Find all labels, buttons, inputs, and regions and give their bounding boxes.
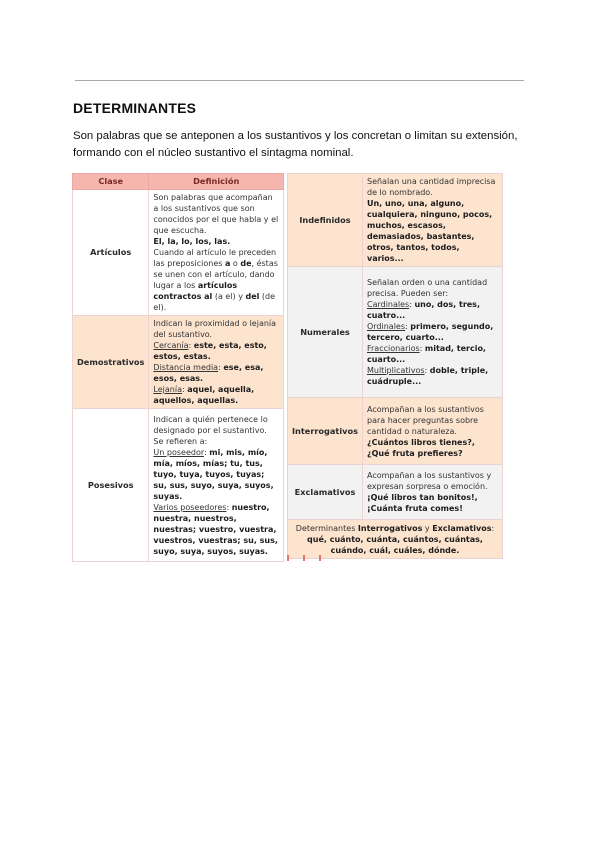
determinantes-table-left xyxy=(72,173,284,562)
clase-numerales: Numerales xyxy=(288,267,363,398)
row-interrogativos xyxy=(288,398,503,465)
cercania-list: este, esta, esto, estos, estas. xyxy=(153,341,267,361)
row-indefinidos xyxy=(288,174,503,267)
indefinidos-text: Señalan una cantidad imprecisa de lo nombrado. xyxy=(366,177,496,197)
row-articulos xyxy=(73,190,284,316)
cardinales-label: Cardinales xyxy=(366,300,410,309)
fraccionarios-label: Fraccionarios xyxy=(366,344,420,353)
cardinales-list: uno, dos, tres, cuatro... xyxy=(366,300,480,320)
row-exclamativos xyxy=(288,465,503,520)
varios-poseedores-label: Varios poseedores xyxy=(153,502,227,512)
summary-interrogativos: Interrogativos xyxy=(357,523,423,533)
definicion-interrogativos xyxy=(362,398,502,465)
summary-conj: y xyxy=(422,523,433,533)
clase-demostrativos: Demostrativos xyxy=(73,316,149,409)
demostrativos-text: Indican la proximidad o lejanía del sustantivo. xyxy=(153,319,277,339)
header-definicion: Definición xyxy=(149,174,284,190)
header-clase: Clase xyxy=(73,174,149,190)
media-list: ese, esa, esos, esas. xyxy=(153,363,264,383)
summary-list: qué, cuánto, cuánta, cuántos, cuántas, cuándo, cuál, cuáles, dónde. xyxy=(307,534,483,555)
numerales-text: Señalan orden o una cantidad precisa. Pueden ser: xyxy=(366,278,488,298)
conj-o: o xyxy=(230,259,241,268)
definicion-articulos xyxy=(149,190,284,316)
determinantes-table-right xyxy=(287,173,503,559)
articulos-text: Son palabras que acompañan a los sustantivos que son conocidos por el que habla y el que escucha. xyxy=(153,193,279,235)
clase-articulos: Artículos xyxy=(73,190,149,316)
table-header-row xyxy=(73,174,284,190)
horizontal-rule xyxy=(75,80,524,81)
cercania-label: Cercanía xyxy=(153,341,189,350)
multiplicativos-list: doble, triple, cuádruple... xyxy=(366,366,489,386)
summary-colon: : xyxy=(491,523,495,533)
red-mark xyxy=(319,555,321,561)
clase-indefinidos: Indefinidos xyxy=(288,174,363,267)
definicion-indefinidos xyxy=(362,174,502,267)
interrogativos-example: ¿Cuántos libros tienes?, ¿Qué fruta prefieres? xyxy=(366,437,475,458)
lejania-list: aquel, aquella, aquellos, aquellas. xyxy=(153,385,255,405)
clase-posesivos: Posesivos xyxy=(73,409,149,562)
articulos-text-4: (a el) y xyxy=(212,292,246,301)
un-poseedor-label: Un poseedor xyxy=(153,447,204,457)
ordinales-list: primero, segundo, tercero, cuarto... xyxy=(366,322,494,342)
clase-exclamativos: Exclamativos xyxy=(288,465,363,520)
articulos-text-5: (de el). xyxy=(153,292,276,312)
exclamativos-example: ¡Qué libros tan bonitos!, ¡Cuánta fruta comes! xyxy=(366,493,478,513)
clase-interrogativos: Interrogativos xyxy=(288,398,363,465)
indefinidos-list: Un, uno, una, alguno, cualquiera, ninguno, pocos, muchos, escasos, demasiados, bastantes, otros, tantos, todos, varios... xyxy=(366,199,493,263)
red-mark xyxy=(287,555,289,561)
contracto-del: del xyxy=(245,292,260,301)
definicion-numerales: Señalan orden o una cantidad precisa. Pueden ser: Cardinales: uno, dos, tres, cuatro... Ordinales: primero, segundo, tercero, cuarto... Fraccionarios: mitad, tercio, cuarto... Multiplicativos: doble, triple, cuádruple... xyxy=(362,267,502,398)
row-numerales xyxy=(288,267,503,398)
articulos-text-2: Cuando al artículo le preceden las preposiciones xyxy=(153,248,277,268)
fraccionarios-list: mitad, tercio, cuarto... xyxy=(366,344,486,364)
posesivos-text: Indican a quién pertenece lo designado por el sustantivo. Se refieren a: xyxy=(153,414,268,446)
articulos-text-3: , éstas se unen con el artículo, dando lugar a los xyxy=(153,259,278,290)
interrogativos-text: Acompañan a los sustantivos para hacer preguntas sobre cantidad o naturaleza. xyxy=(366,404,484,436)
varios-poseedores-list: nuestro, nuestra, nuestros, nuestras; vuestro, vuestra, vuestros, vuestras; su, sus, suyo, suya, suyos, suyas. xyxy=(153,502,278,556)
cropped-table-edge xyxy=(287,548,337,554)
prep-de: de xyxy=(240,259,252,268)
articulos-contractos: artículos contractos al xyxy=(153,281,238,301)
definicion-demostrativos: Indican la proximidad o lejanía del sustantivo. Cercanía: este, esta, esto, estos, estas. Distancia media: ese, esa, esos, esas. Lejanía: aquel, aquella, aquellos, aquellas. xyxy=(149,316,284,409)
summary-exclamativos: Exclamativos xyxy=(432,523,492,533)
row-posesivos xyxy=(73,409,284,562)
page-title: DETERMINANTES xyxy=(73,100,197,116)
prep-a: a xyxy=(224,259,231,268)
definicion-posesivos: Indican a quién pertenece lo designado por el sustantivo. Se refieren a: Un poseedor: mi, mis, mío, mía, míos, mías; tu, tus, tuyo, tuya, tuyos, tuyas; su, sus, suyo, suya, suyos, suyas. Varios poseedores: nuestro, nuestra, nuestros, nuestras; vuestro, vuestra, vuestros, vuestras; su, sus, suyo, suya, suyos, suyas. xyxy=(149,409,284,562)
summary-prefix: Determinantes xyxy=(295,523,358,533)
ordinales-label: Ordinales xyxy=(366,322,406,331)
lejania-label: Lejanía xyxy=(153,385,182,394)
definicion-exclamativos xyxy=(362,465,502,520)
media-label: Distancia media xyxy=(153,363,219,372)
articulos-list: El, la, lo, los, las. xyxy=(153,237,231,246)
row-demostrativos xyxy=(73,316,284,409)
red-mark xyxy=(303,555,305,561)
multiplicativos-label: Multiplicativos xyxy=(366,366,425,375)
un-poseedor-list: mi, mis, mío, mía, míos, mías; tu, tus, tuyo, tuya, tuyos, tuyas; su, sus, suyo, suya, suyos, suyas. xyxy=(153,447,274,501)
exclamativos-text: Acompañan a los sustantivos y expresan sorpresa o emoción. xyxy=(366,471,492,491)
intro-paragraph: Son palabras que se anteponen a los sustantivos y los concretan o limitan su extensión, formando con el núcleo sustantivo el sintagma nominal. xyxy=(73,130,518,159)
